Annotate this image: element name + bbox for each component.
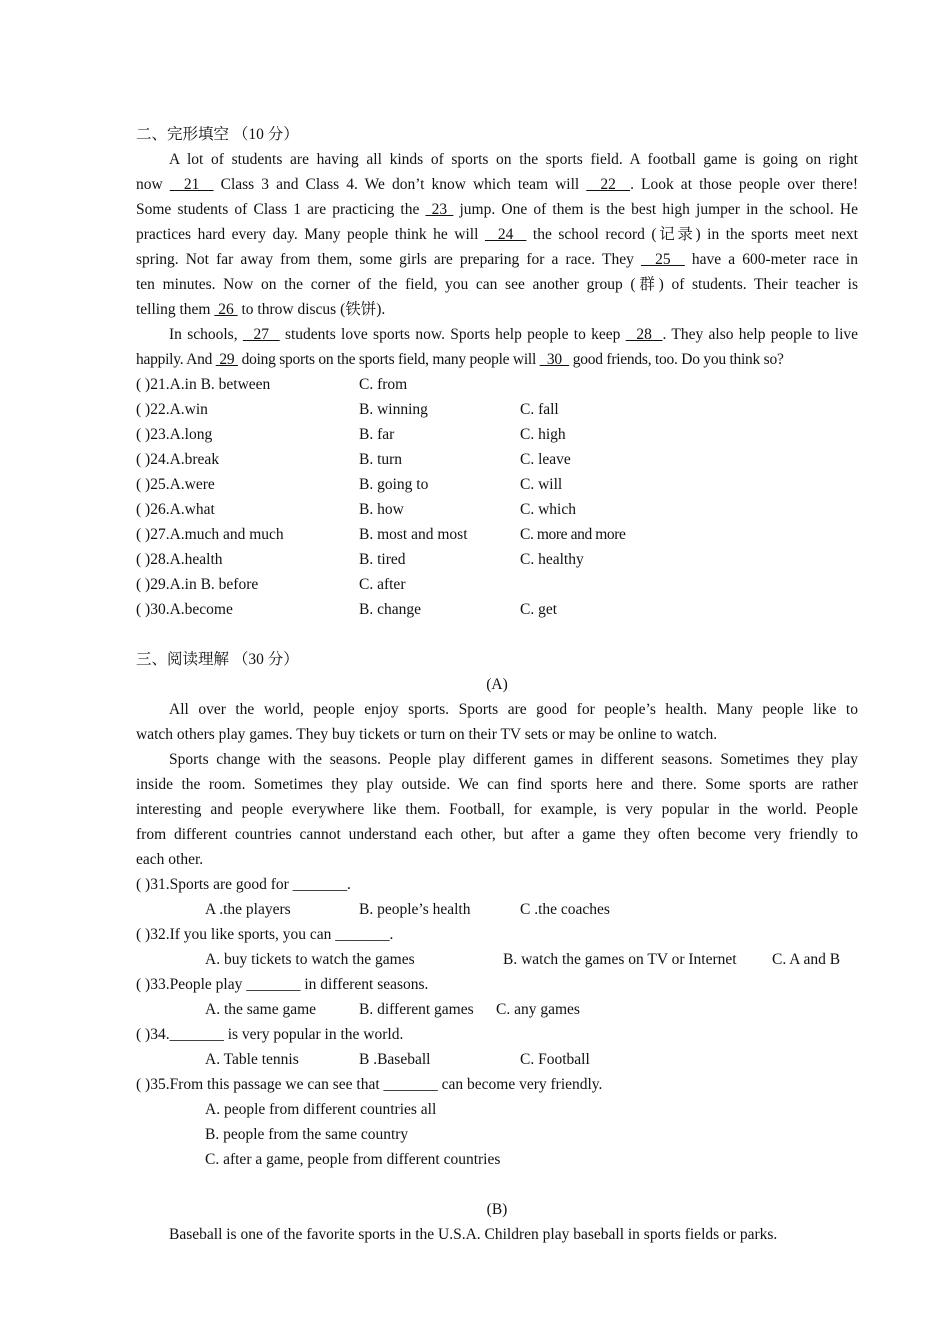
- passage-a-line-6: from different countries cannot understand each other, but after a game they often become very friendly to: [136, 826, 858, 843]
- question-32-options: [136, 947, 858, 972]
- option-a: A. buy tickets to watch the games: [205, 951, 415, 968]
- question-34-options: [136, 1047, 858, 1072]
- cloze-line-8: In schools, 27 students love sports now. Sports help people to keep 28 . They also help people to live: [169, 326, 859, 343]
- option-a: A .the players: [205, 901, 291, 918]
- passage-b-line-1: Baseball is one of the favorite sports in the U.S.A. Children play baseball in sports fields or parks.: [169, 1226, 778, 1243]
- cloze-line-1: A lot of students are having all kinds of sports on the sports field. A football game is going on right: [169, 151, 858, 168]
- question-21: ( )21.A.in B. between C. from: [136, 376, 408, 393]
- blank-21[interactable]: 21: [169, 176, 214, 193]
- passage-a-label: (A): [486, 676, 508, 693]
- passage-a-line-1: All over the world, people enjoy sports. Sports are good for people’s health. Many people like to: [169, 701, 858, 718]
- question-29: ( )29.A.in B. before C. after: [136, 576, 406, 593]
- question-26: ( )26.A.what B. how C. which: [136, 501, 576, 518]
- cloze-line-9: happily. And 29 doing sports on the sports field, many people will 30 good friends, too. Do you think so?: [136, 351, 784, 368]
- cloze-line-2: now 21 Class 3 and Class 4. We don’t know which team will 22 . Look at those people over there!: [136, 176, 858, 193]
- question-35-option-c: C. after a game, people from different countries: [205, 1151, 501, 1168]
- option-b: B. watch the games on TV or Internet: [503, 951, 737, 968]
- section2-heading: 二、完形填空 （10 分）: [136, 126, 299, 143]
- question-22: ( )22.A.win B. winning C. fall: [136, 401, 559, 418]
- passage-a-line-5: interesting and people everywhere like them. Football, for example, is very popular in the world. People: [136, 801, 858, 818]
- passage-a-line-7: each other.: [136, 851, 204, 868]
- blank-25[interactable]: 25: [640, 251, 685, 268]
- blank-22[interactable]: 22: [586, 176, 631, 193]
- question-31-options: [136, 897, 858, 922]
- passage-b-label: (B): [486, 1201, 508, 1218]
- question-27: ( )27.A.much and much B. most and most C. more and more: [136, 526, 626, 543]
- passage-a-line-3: Sports change with the seasons. People play different games in different seasons. Sometimes they play: [169, 751, 858, 768]
- cloze-line-7: telling them 26 to throw discus (铁饼).: [136, 301, 386, 318]
- option-a: A. Table tennis: [205, 1051, 299, 1068]
- option-b: B. people’s health: [359, 901, 471, 918]
- passage-a-line-2: watch others play games. They buy tickets or turn on their TV sets or may be online to watch.: [136, 726, 718, 743]
- cloze-line-3: Some students of Class 1 are practicing the 23 jump. One of them is the best high jumper in the school. He: [136, 201, 858, 218]
- question-35-option-a: A. people from different countries all: [205, 1101, 437, 1118]
- blank-30[interactable]: 30: [539, 351, 570, 368]
- blank-24[interactable]: 24: [484, 226, 527, 243]
- cloze-line-4: practices hard every day. Many people think he will 24 the school record (记录) in the sports meet next: [136, 226, 858, 243]
- blank-23[interactable]: 23: [425, 201, 454, 218]
- passage-a-line-4: inside the room. Sometimes they play outside. We can find sports here and there. Some sports are rather: [136, 776, 858, 793]
- cloze-line-5: spring. Not far away from them, some girls are preparing for a race. They 25 have a 600-meter race in: [136, 251, 858, 268]
- blank-29[interactable]: 29: [215, 351, 238, 368]
- cloze-line-6: ten minutes. Now on the corner of the field, you can see another group (群) of students. Their teacher is: [136, 276, 858, 293]
- blank-27[interactable]: 27: [242, 326, 280, 343]
- option-c: C .the coaches: [520, 901, 610, 918]
- question-35-stem: ( )35.From this passage we can see that _______ can become very friendly.: [136, 1076, 603, 1093]
- question-25: ( )25.A.were B. going to C. will: [136, 476, 563, 493]
- question-34-stem: ( )34._______ is very popular in the world.: [136, 1026, 404, 1043]
- option-c: C. A and B: [772, 951, 841, 968]
- question-33-options: [136, 997, 858, 1022]
- question-33-stem: ( )33.People play _______ in different seasons.: [136, 976, 429, 993]
- option-b: B. different games: [359, 1001, 474, 1018]
- option-b: B .Baseball: [359, 1051, 431, 1068]
- question-31-stem: ( )31.Sports are good for _______.: [136, 876, 351, 893]
- option-c: C. Football: [520, 1051, 590, 1068]
- option-a: A. the same game: [205, 1001, 317, 1018]
- question-24: ( )24.A.break B. turn C. leave: [136, 451, 571, 468]
- blank-26[interactable]: 26: [214, 301, 238, 318]
- blank-28[interactable]: 28: [625, 326, 663, 343]
- question-28: ( )28.A.health B. tired C. healthy: [136, 551, 584, 568]
- exam-page: [136, 122, 858, 1247]
- question-23: ( )23.A.long B. far C. high: [136, 426, 566, 443]
- question-32-stem: ( )32.If you like sports, you can _______.: [136, 926, 394, 943]
- option-c: C. any games: [496, 1001, 580, 1018]
- question-30: ( )30.A.become B. change C. get: [136, 601, 558, 618]
- question-35-option-b: B. people from the same country: [205, 1126, 409, 1143]
- section3-heading: 三、阅读理解 （30 分）: [136, 651, 299, 668]
